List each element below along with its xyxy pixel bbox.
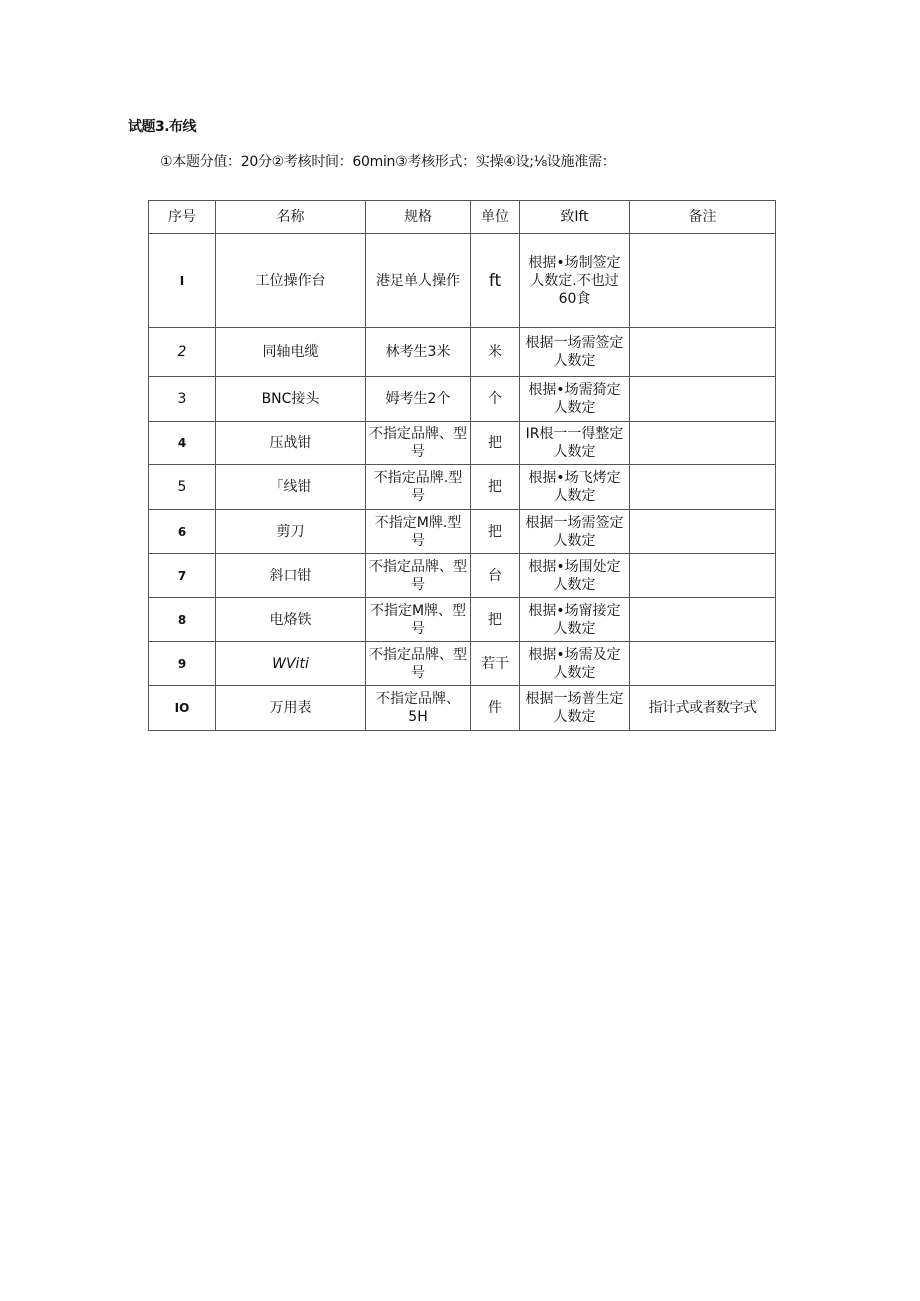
row-name: WViti <box>216 642 366 686</box>
row-no: 7 <box>149 554 216 598</box>
col-header-unit: 单位 <box>471 201 520 234</box>
table-row <box>149 598 776 642</box>
row-note: 指计式或者数字式 <box>630 686 776 731</box>
row-name: 万用表 <box>216 686 366 731</box>
row-spec: 姆考生2个 <box>366 377 471 422</box>
row-note <box>630 642 776 686</box>
row-name: BNC接头 <box>216 377 366 422</box>
row-qty: 根据•场需及定人数定 <box>520 642 630 686</box>
row-spec-text: 不指定M牌.型号 <box>374 514 462 549</box>
row-no: 5 <box>149 465 216 510</box>
table-row <box>149 686 776 731</box>
row-qty: 根据•场需猗定人数定 <box>520 377 630 422</box>
row-no: I <box>149 234 216 328</box>
row-qty: 根据一场需签定人数定 <box>520 510 630 554</box>
row-unit: 把 <box>471 510 520 554</box>
row-unit: 若干 <box>471 642 520 686</box>
row-note <box>630 377 776 422</box>
col-header-no: 序号 <box>149 201 216 234</box>
row-no: 6 <box>149 510 216 554</box>
row-qty <box>520 422 630 465</box>
table-row <box>149 465 776 510</box>
row-unit: ft <box>471 234 520 328</box>
row-no: 8 <box>149 598 216 642</box>
row-qty: 根据•场围处定人数定 <box>520 554 630 598</box>
row-spec: 不指定M牌、型号 <box>366 598 471 642</box>
row-unit: 把 <box>471 598 520 642</box>
table-row <box>149 328 776 377</box>
row-qty: 根据•场制签定人数定.不也过60食 <box>520 234 630 328</box>
row-spec-text: 不指定品牌.型号 <box>373 470 463 504</box>
row-spec: 港足单人操作 <box>366 234 471 328</box>
row-qty: 根据•场飞烤定人数定 <box>520 465 630 510</box>
row-name: 压战钳 <box>216 422 366 465</box>
row-no: 4 <box>149 422 216 465</box>
row-unit: 个 <box>471 377 520 422</box>
row-no: IO <box>149 686 216 731</box>
table-row <box>149 642 776 686</box>
row-name: 工位操作台 <box>216 234 366 328</box>
row-note <box>630 554 776 598</box>
row-name: 剪刀 <box>216 510 366 554</box>
row-unit: 台 <box>471 554 520 598</box>
row-unit: 把 <box>471 465 520 510</box>
row-spec: 不指定品牌、型号 <box>366 554 471 598</box>
row-no: 3 <box>149 377 216 422</box>
row-spec <box>366 465 471 510</box>
row-qty: 根据一场需签定人数定 <box>520 328 630 377</box>
equipment-table <box>148 200 776 731</box>
col-header-spec: 规格 <box>366 201 471 234</box>
table-row <box>149 510 776 554</box>
row-qty: 根据一场普生定人数定 <box>520 686 630 731</box>
row-note <box>630 234 776 328</box>
row-unit: 件 <box>471 686 520 731</box>
row-name: 同轴电缆 <box>216 328 366 377</box>
row-qty-text: IR根一一得整定人数定 <box>525 426 624 460</box>
row-unit: 把 <box>471 422 520 465</box>
row-note <box>630 328 776 377</box>
table-header-row <box>149 201 776 234</box>
row-note <box>630 510 776 554</box>
exam-intro: ①本题分值：20分②考核时间：60min③考核形式：实操④设;⅛设施准需： <box>160 154 616 170</box>
table-row <box>149 422 776 465</box>
row-no: 2 <box>149 328 216 377</box>
row-no: 9 <box>149 642 216 686</box>
row-note <box>630 465 776 510</box>
row-spec: 不指定品牌、型号 <box>366 642 471 686</box>
row-spec: 林考生3米 <box>366 328 471 377</box>
col-header-note: 备注 <box>630 201 776 234</box>
table-row <box>149 234 776 328</box>
row-qty: 根据•场甯接定人数定 <box>520 598 630 642</box>
row-spec: 不指定品牌、型号 <box>366 422 471 465</box>
row-note <box>630 598 776 642</box>
row-name: 电烙铁 <box>216 598 366 642</box>
table-row <box>149 554 776 598</box>
exam-title: 试题3.布线 <box>128 119 197 135</box>
row-note <box>630 422 776 465</box>
col-header-name: 名称 <box>216 201 366 234</box>
row-spec <box>366 510 471 554</box>
row-unit: 米 <box>471 328 520 377</box>
row-name: 斜口钳 <box>216 554 366 598</box>
row-name: 「线钳 <box>216 465 366 510</box>
table-row <box>149 377 776 422</box>
row-spec: 不指定品牌、5H <box>366 686 471 731</box>
col-header-qty: 致Ift <box>520 201 630 234</box>
